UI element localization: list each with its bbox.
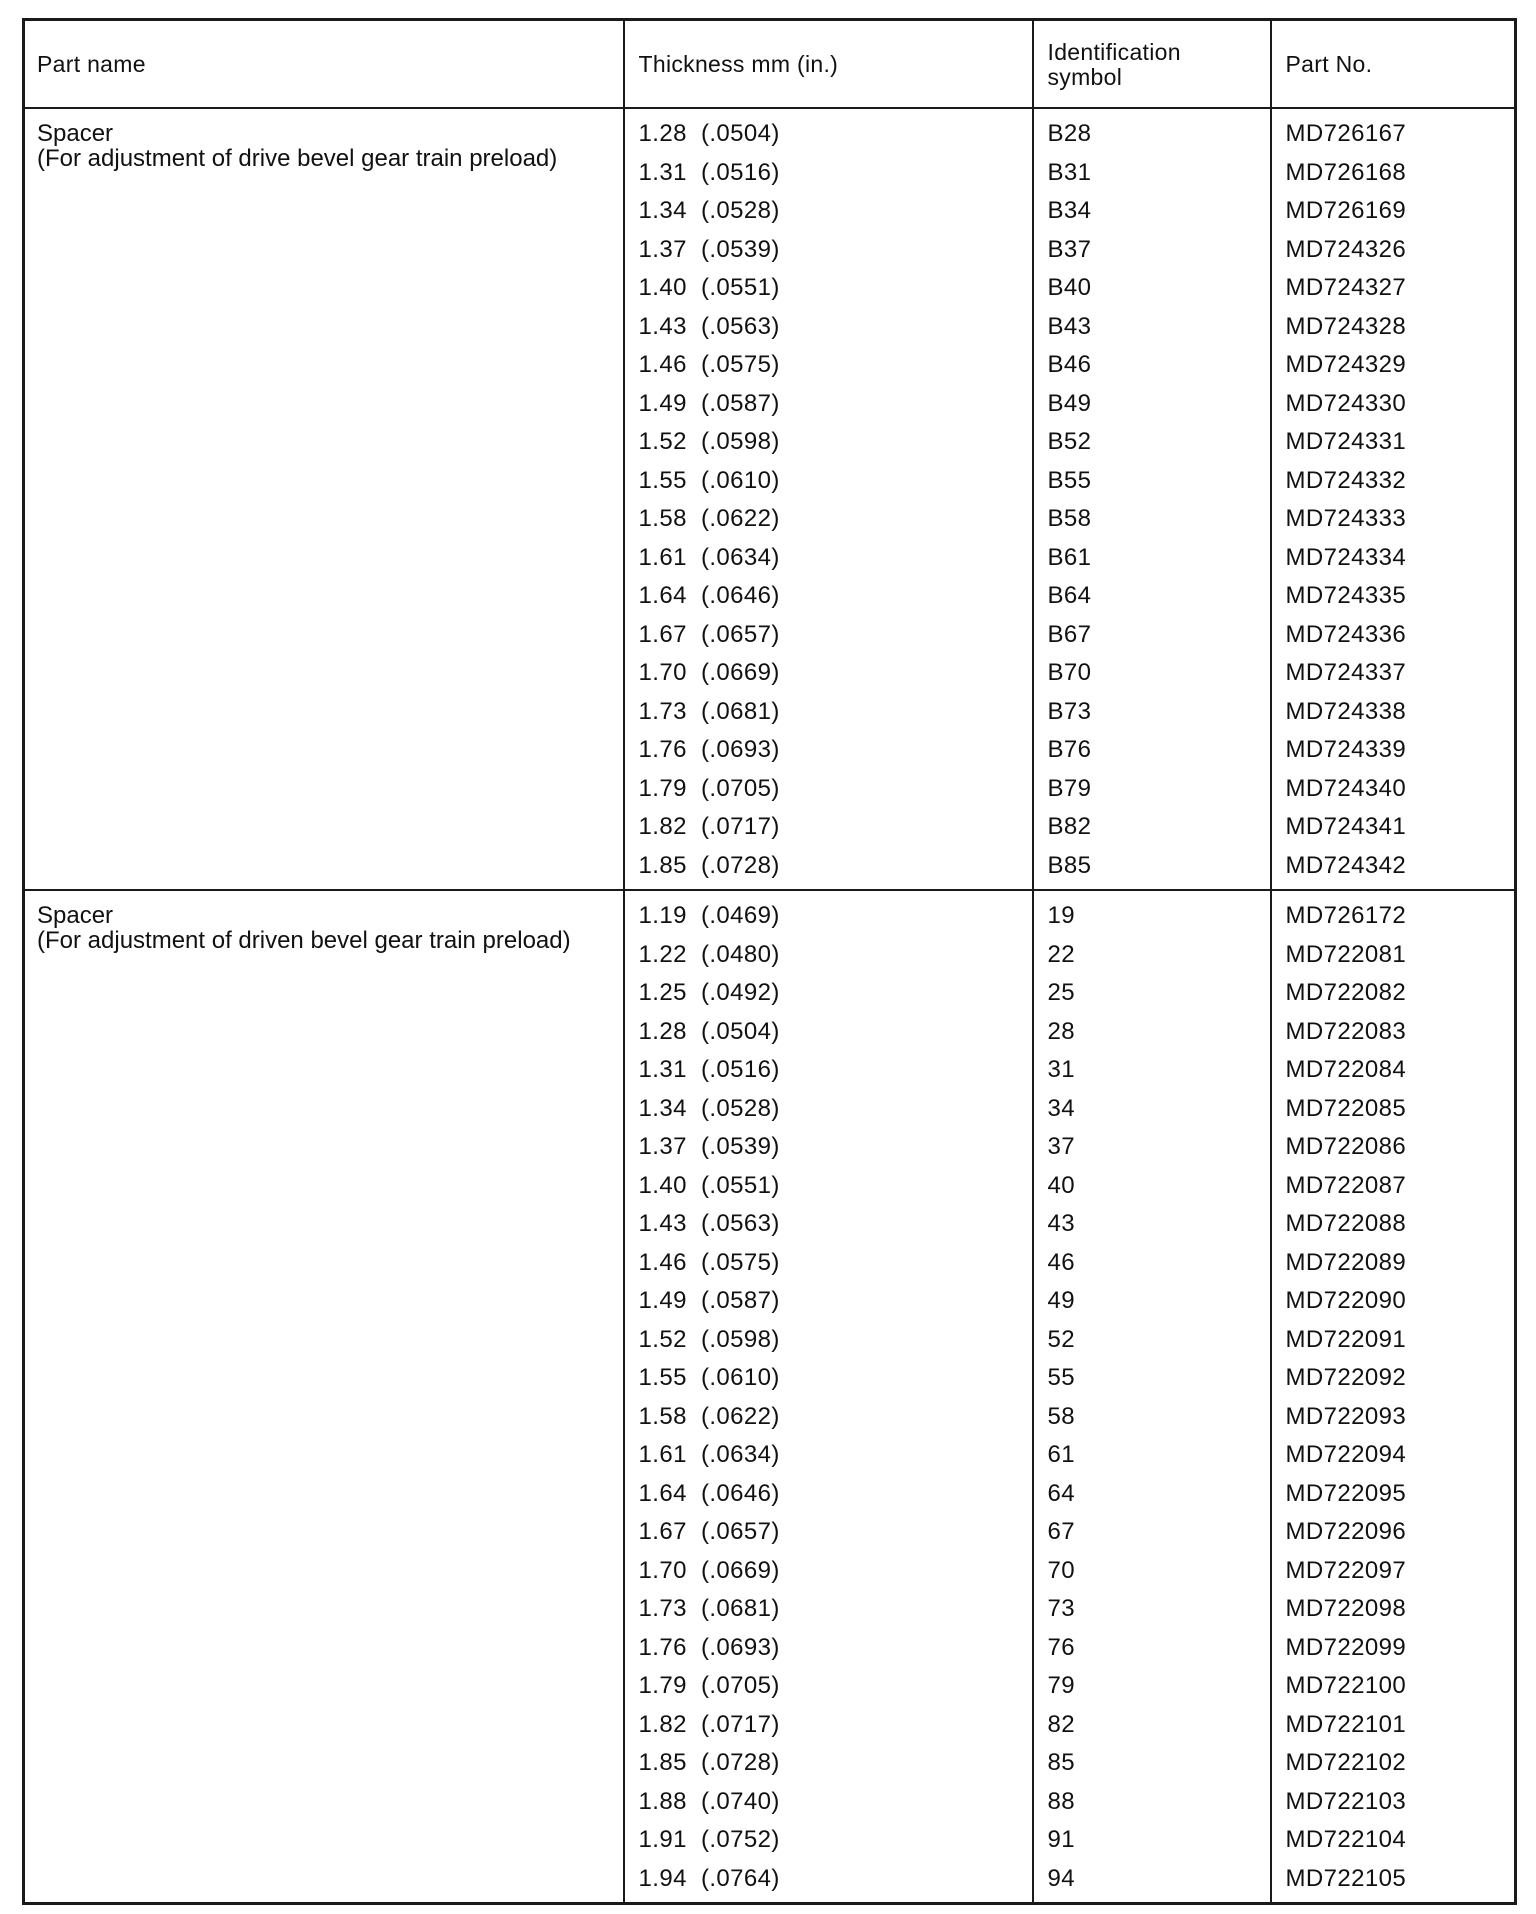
identification-symbol-value: 25 [1047,979,1075,1006]
part-no-value: MD724339 [1285,736,1407,763]
part-no-value: MD724326 [1285,235,1407,263]
thickness-value: 1.19 (.0469) [638,902,780,929]
thickness-value: 1.43 (.0563) [638,1210,780,1237]
part-no-value: MD722088 [1285,1210,1407,1237]
identification-symbol-value: 61 [1047,1441,1075,1468]
identification-symbol-value: 58 [1047,1402,1075,1430]
part-no-value: MD722102 [1285,1749,1407,1776]
thickness-value: 1.67 (.0657) [638,620,780,648]
thickness-list [625,109,1032,889]
part-no-value: MD722086 [1285,1133,1407,1160]
thickness-value: 1.55 (.0610) [638,466,780,494]
thickness-value: 1.76 (.0693) [638,1633,780,1661]
identification-symbol-value: 64 [1047,1479,1075,1507]
part-no-cell [1271,890,1516,1904]
thickness-value: 1.49 (.0587) [638,389,780,417]
part-no-cell [1271,108,1516,890]
part-no-value: MD726172 [1285,902,1407,929]
identification-symbol-value: B49 [1047,389,1092,417]
identification-symbol-value: B70 [1047,659,1092,686]
symbol-list [1034,109,1270,889]
thickness-value: 1.70 (.0669) [638,659,780,686]
thickness-value: 1.34 (.0528) [638,197,780,224]
thickness-value: 1.43 (.0563) [638,312,780,340]
part-no-value: MD722100 [1285,1672,1407,1699]
part-no-list [1272,109,1515,889]
part-no-list [1272,891,1515,1902]
part-name-cell [24,108,624,890]
thickness-value: 1.46 (.0575) [638,351,780,378]
part-no-value: MD722095 [1285,1479,1407,1507]
part-no-value: MD724330 [1285,389,1407,417]
identification-symbol-value: 73 [1047,1595,1075,1622]
part-no-value: MD722096 [1285,1518,1407,1545]
identification-symbol-value: 76 [1047,1633,1075,1661]
thickness-value: 1.25 (.0492) [638,979,780,1006]
thickness-value: 1.52 (.0598) [638,428,780,455]
thickness-value: 1.73 (.0681) [638,697,780,725]
part-no-value: MD722084 [1285,1056,1407,1083]
identification-symbol-value: B85 [1047,851,1092,879]
identification-symbol-value: 22 [1047,940,1075,968]
identification-symbol-value: 28 [1047,1017,1075,1045]
thickness-value: 1.73 (.0681) [638,1595,780,1622]
part-no-value: MD724334 [1285,543,1407,571]
part-no-value: MD722082 [1285,979,1407,1006]
thickness-value: 1.28 (.0504) [638,120,780,147]
thickness-value: 1.67 (.0657) [638,1518,780,1545]
identification-symbol-value: 79 [1047,1672,1075,1699]
part-no-value: MD722101 [1285,1710,1407,1738]
part-no-value: MD722098 [1285,1595,1407,1622]
thickness-value: 1.34 (.0528) [638,1094,780,1122]
identification-symbol-value: B28 [1047,120,1092,147]
thickness-list [625,891,1032,1902]
thickness-value: 1.49 (.0587) [638,1287,780,1314]
part-no-value: MD724336 [1285,620,1407,648]
part-title: Spacer [37,902,114,929]
identification-symbol-value: 37 [1047,1133,1075,1160]
identification-symbol-value: B40 [1047,274,1092,301]
thickness-cell [624,108,1033,890]
part-no-value: MD722085 [1285,1094,1407,1122]
identification-symbol-value: B31 [1047,158,1092,186]
part-no-value: MD724341 [1285,813,1407,840]
part-no-value: MD722103 [1285,1787,1407,1815]
part-no-value: MD724337 [1285,659,1407,686]
identification-symbol-value: 46 [1047,1248,1075,1276]
part-description: (For adjustment of drive bevel gear train preload) [37,145,558,172]
header-identification-line2: symbol [1047,64,1123,90]
part-no-value: MD724329 [1285,351,1407,378]
part-no-value: MD724327 [1285,274,1407,301]
identification-symbol-value: 31 [1047,1056,1075,1083]
thickness-value: 1.28 (.0504) [638,1017,780,1045]
thickness-value: 1.37 (.0539) [638,1133,780,1160]
part-no-value: MD724331 [1285,428,1407,455]
thickness-value: 1.40 (.0551) [638,1171,780,1199]
part-no-value: MD724333 [1285,505,1407,532]
identification-symbol-value: B67 [1047,620,1092,648]
thickness-value: 1.22 (.0480) [638,940,780,968]
header-identification-symbol [1033,20,1271,109]
table-header-row [24,20,1516,109]
identification-symbol-value: B46 [1047,351,1092,378]
identification-symbol-value: B37 [1047,235,1092,263]
thickness-value: 1.40 (.0551) [638,274,780,301]
spacer-table-sheet [22,18,1514,1905]
thickness-value: 1.61 (.0634) [638,1441,780,1468]
identification-symbol-value: 55 [1047,1364,1075,1391]
identification-symbol-value: B64 [1047,582,1092,609]
identification-symbol-value: 52 [1047,1325,1075,1353]
part-no-value: MD722087 [1285,1171,1407,1199]
thickness-value: 1.58 (.0622) [638,505,780,532]
symbol-list [1034,891,1270,1902]
group-drive-bevel-spacer [24,108,1516,890]
thickness-value: 1.91 (.0752) [638,1826,780,1853]
group-driven-bevel-spacer [24,890,1516,1904]
identification-symbol-value: B82 [1047,813,1092,840]
identification-symbol-value: B76 [1047,736,1092,763]
identification-symbol-value: 34 [1047,1094,1075,1122]
part-no-value: MD722104 [1285,1826,1407,1853]
identification-symbol-value: 91 [1047,1826,1075,1853]
thickness-value: 1.55 (.0610) [638,1364,780,1391]
thickness-cell [624,890,1033,1904]
part-no-value: MD724328 [1285,312,1407,340]
part-no-value: MD722091 [1285,1325,1407,1353]
thickness-value: 1.82 (.0717) [638,813,780,840]
part-no-value: MD722090 [1285,1287,1407,1314]
thickness-value: 1.64 (.0646) [638,1479,780,1507]
identification-symbol-value: 70 [1047,1556,1075,1584]
identification-symbol-value: 85 [1047,1749,1075,1776]
identification-symbol-value: B61 [1047,543,1092,571]
identification-symbol-value: 94 [1047,1864,1075,1892]
part-no-value: MD726169 [1285,197,1407,224]
part-no-value: MD722083 [1285,1017,1407,1045]
identification-symbol-value: B58 [1047,505,1092,532]
thickness-value: 1.46 (.0575) [638,1248,780,1276]
thickness-value: 1.64 (.0646) [638,582,780,609]
part-no-value: MD722094 [1285,1441,1407,1468]
part-name-cell [24,890,624,1904]
part-no-value: MD724338 [1285,697,1407,725]
identification-symbol-value: B79 [1047,774,1092,802]
identification-symbol-value: B52 [1047,428,1092,455]
identification-symbol-value: 88 [1047,1787,1075,1815]
part-no-value: MD724332 [1285,466,1407,494]
part-no-value: MD726168 [1285,158,1407,186]
part-no-value: MD722097 [1285,1556,1407,1584]
thickness-value: 1.85 (.0728) [638,1749,780,1776]
thickness-value: 1.52 (.0598) [638,1325,780,1353]
identification-symbol-value: B55 [1047,466,1092,494]
spacer-table [22,18,1517,1905]
thickness-value: 1.70 (.0669) [638,1556,780,1584]
thickness-value: 1.85 (.0728) [638,851,780,879]
part-no-value: MD724340 [1285,774,1407,802]
part-no-value: MD722089 [1285,1248,1407,1276]
thickness-value: 1.31 (.0516) [638,158,780,186]
thickness-value: 1.88 (.0740) [638,1787,780,1815]
identification-symbol-value: 82 [1047,1710,1075,1738]
part-title: Spacer [37,120,114,147]
header-thickness: Thickness mm (in.) [624,20,1033,109]
symbol-cell [1033,890,1271,1904]
identification-symbol-value: 19 [1047,902,1075,929]
header-part-no: Part No. [1271,20,1516,109]
identification-symbol-value: B73 [1047,697,1092,725]
identification-symbol-value: 49 [1047,1287,1075,1314]
thickness-value: 1.31 (.0516) [638,1056,780,1083]
identification-symbol-value: B34 [1047,197,1092,224]
header-part-name: Part name [24,20,624,109]
identification-symbol-value: B43 [1047,312,1092,340]
part-no-value: MD724342 [1285,851,1407,879]
part-no-value: MD722099 [1285,1633,1407,1661]
thickness-value: 1.79 (.0705) [638,1672,780,1699]
thickness-value: 1.82 (.0717) [638,1710,780,1738]
part-no-value: MD722081 [1285,940,1407,968]
header-identification-line1: Identification [1047,39,1181,65]
thickness-value: 1.37 (.0539) [638,235,780,263]
thickness-value: 1.79 (.0705) [638,774,780,802]
thickness-value: 1.76 (.0693) [638,736,780,763]
part-no-value: MD726167 [1285,120,1407,147]
part-no-value: MD722093 [1285,1402,1407,1430]
identification-symbol-value: 43 [1047,1210,1075,1237]
thickness-value: 1.61 (.0634) [638,543,780,571]
thickness-value: 1.94 (.0764) [638,1864,780,1892]
identification-symbol-value: 67 [1047,1518,1075,1545]
part-no-value: MD722092 [1285,1364,1407,1391]
thickness-value: 1.58 (.0622) [638,1402,780,1430]
part-no-value: MD722105 [1285,1864,1407,1892]
part-no-value: MD724335 [1285,582,1407,609]
identification-symbol-value: 40 [1047,1171,1075,1199]
part-description: (For adjustment of driven bevel gear train preload) [37,927,571,954]
symbol-cell [1033,108,1271,890]
